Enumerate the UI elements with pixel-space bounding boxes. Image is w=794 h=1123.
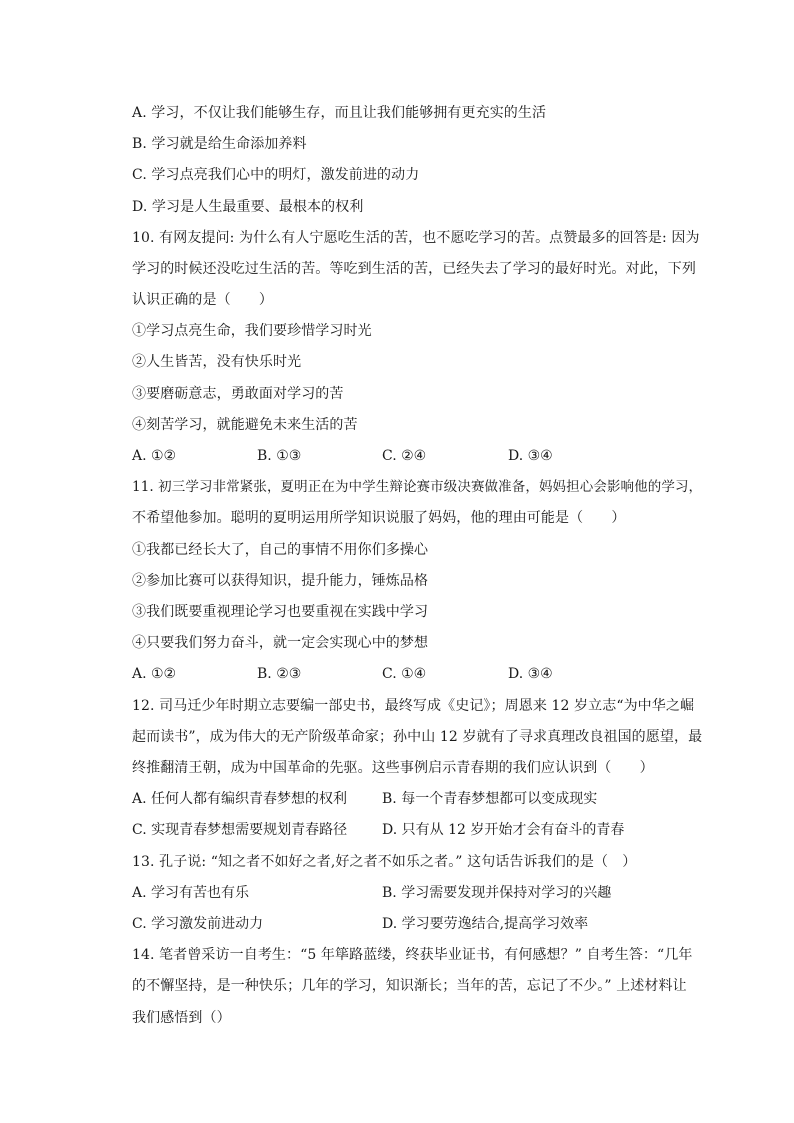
q11-option-b: B. ②③ <box>257 666 302 682</box>
q9-option-b: B. 学习就是给生命添加养料 <box>132 136 307 152</box>
q14-stem-line-2: 的不懈坚持，是一种快乐；几年的学习，知识渐长；当年的苦，忘记了不少。” 上述材料让 <box>132 978 687 994</box>
q12-stem-line-3: 终推翻清王朝，成为中国革命的先驱。这些事例启示青春期的我们应认识到（ ） <box>132 760 654 776</box>
q13-option-d: D. 学习要劳逸结合,提高学习效率 <box>382 916 589 932</box>
q12-stem-line-2: 起而读书”，成为伟大的无产阶级革命家；孙中山 12 岁就有了寻求真理改良祖国的愿望，最 <box>132 729 703 745</box>
q12-stem-line-1: 12. 司马迁少年时期立志要编一部史书，最终写成《史记》；周恩来 12 岁立志“为中华之崛 <box>132 698 695 714</box>
q11-option-d: D. ③④ <box>508 666 553 682</box>
q10-item-2: ②人生皆苦，没有快乐时光 <box>132 354 302 370</box>
q9-option-c: C. 学习点亮我们心中的明灯，激发前进的动力 <box>132 167 420 183</box>
q13-option-a: A. 学习有苦也有乐 <box>132 885 250 901</box>
q14-stem-line-1: 14. 笔者曾采访一自考生：“5 年筚路蓝缕，终获毕业证书，有何感想？” 自考生答：“几年 <box>132 947 693 963</box>
q11-option-a: A. ①② <box>132 666 177 682</box>
q11-stem-line-1: 11. 初三学习非常紧张，夏明正在为中学生辩论赛市级决赛做准备，妈妈担心会影响他的学习， <box>132 479 703 495</box>
q14-stem-line-3: 我们感悟到（） <box>132 1010 231 1026</box>
q10-item-4: ④刻苦学习，就能避免未来生活的苦 <box>132 417 358 433</box>
q10-item-3: ③要磨砺意志，勇敢面对学习的苦 <box>132 386 344 402</box>
q11-item-1: ①我都已经长大了，自己的事情不用你们多操心 <box>132 542 429 558</box>
q10-option-c: C. ②④ <box>382 448 427 464</box>
q9-option-a: A. 学习，不仅让我们能够生存，而且让我们能够拥有更充实的生活 <box>132 105 547 121</box>
q10-option-a: A. ①② <box>132 448 177 464</box>
q10-option-d: D. ③④ <box>508 448 553 464</box>
q13-option-c: C. 学习激发前进动力 <box>132 916 264 932</box>
q12-option-c: C. 实现青春梦想需要规划青春路径 <box>132 822 348 838</box>
q10-stem-line-2: 学习的时候还没吃过生活的苦。等吃到生活的苦，已经失去了学习的最好时光。对此，下列 <box>132 261 696 277</box>
q10-option-b: B. ①③ <box>257 448 302 464</box>
q11-stem-line-2: 不希望他参加。聪明的夏明运用所学知识说服了妈妈，他的理由可能是（ ） <box>132 510 626 526</box>
q12-option-b: B. 每一个青春梦想都可以变成现实 <box>382 791 598 807</box>
q13-option-b: B. 学习需要发现并保持对学习的兴趣 <box>382 885 612 901</box>
q12-option-a: A. 任何人都有编织青春梦想的权利 <box>132 791 348 807</box>
q13-stem-line-1: 13. 孔子说: “知之者不如好之者,好之者不如乐之者。” 这句话告诉我们的是（ ） <box>132 854 637 870</box>
q10-item-1: ①学习点亮生命，我们要珍惜学习时光 <box>132 323 372 339</box>
q10-stem-line-1: 10. 有网友提问: 为什么有人宁愿吃生活的苦，也不愿吃学习的苦。点赞最多的回答是: 因为 <box>132 230 700 246</box>
q12-option-d: D. 只有从 12 岁开始才会有奋斗的青春 <box>382 822 625 838</box>
q11-option-c: C. ①④ <box>382 666 427 682</box>
q9-option-d: D. 学习是人生最重要、最根本的权利 <box>132 199 364 215</box>
q11-item-4: ④只要我们努力奋斗，就一定会实现心中的梦想 <box>132 635 429 651</box>
q11-item-2: ②参加比赛可以获得知识，提升能力，锤炼品格 <box>132 573 429 589</box>
q10-stem-line-3: 认识正确的是（ ） <box>132 292 273 308</box>
q11-item-3: ③我们既要重视理论学习也要重视在实践中学习 <box>132 604 429 620</box>
